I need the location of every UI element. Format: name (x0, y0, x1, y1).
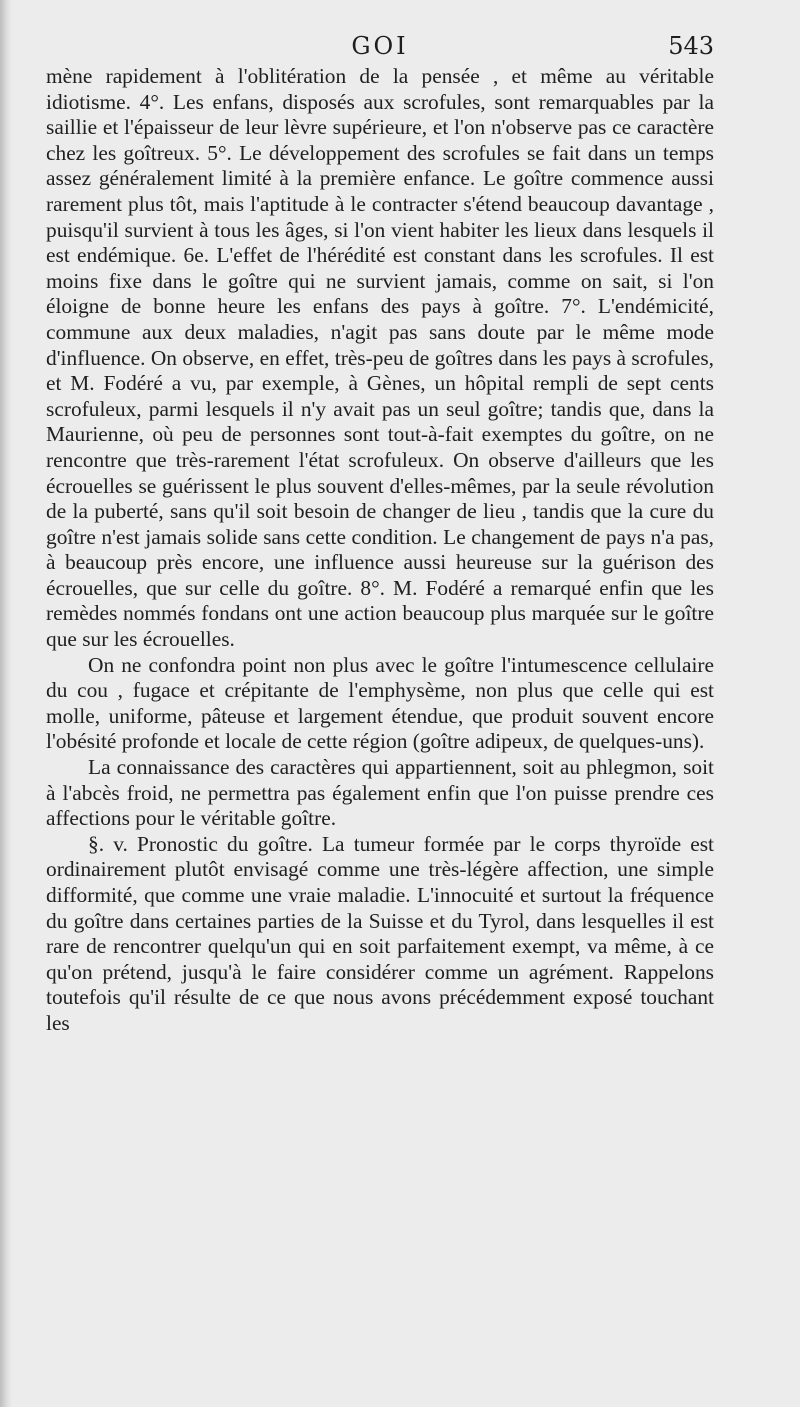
page-gutter-shadow (0, 0, 12, 1407)
page-header (46, 32, 714, 62)
paragraph-pronostic: §. v. Pronostic du goître. La tumeur formée par le corps thyroïde est ordinairement plutôt envisagé comme une très-légère affection, une simple difformité, que comme une vraie maladie. L'innocuité et surtout la fréquence du goître dans certaines parties de la Suisse et du Tyrol, dans lesquelles il est rare de rencontrer quelqu'un qui en soit parfaitement exempt, va même, à ce qu'on prétend, jusqu'à le faire considérer comme un agrément. Rappelons toutefois qu'il résulte de ce que nous avons précédemment exposé touchant les (46, 831, 714, 1035)
page-number: 543 (668, 32, 714, 60)
paragraph-continued: mène rapidement à l'oblitération de la pensée , et même au véritable idiotisme. 4°. Les enfans, disposés aux scrofules, sont remarquables par la saillie et l'épaisseur de leur lèvre supérieure, et l'on n'observe pas ce caractère chez les goîtreux. 5°. Le développement des scrofules se fait dans un temps assez généralement limité à la première enfance. Le goître commence aussi rarement plus tôt, mais l'aptitude à le contracter s'étend beaucoup davantage , puisqu'il survient à tous les âges, si l'on vient habiter les lieux dans lesquels il est endémique. 6e. L'effet de l'hérédité est constant dans les scrofules. Il est moins fixe dans le goître qui ne survient jamais, comme on sait, si l'on éloigne de bonne heure les enfans des pays à goître. 7°. L'endémicité, commune aux deux maladies, n'agit pas sans doute par le même mode d'influence. On observe, en effet, très-peu de goîtres dans les pays à scrofules, et M. Fodéré a vu, par exemple, à Gènes, un hôpital rempli de sept cents scrofuleux, parmi lesquels il n'y avait pas un seul goître; tandis que, dans la Maurienne, où peu de personnes sont tout-à-fait exemptes du goître, on ne rencontre que très-rarement l'état scrofuleux. On observe d'ailleurs que les écrouelles se guérissent le plus souvent d'elles-mêmes, par la seule révolution de la puberté, sans qu'il soit besoin de changer de lieu , tandis que la cure du goître n'est jamais solide sans cette condition. Le changement de pays n'a pas, à beaucoup près encore, une influence aussi heureuse sur la guérison des écrouelles, que sur celle du goître. 8°. M. Fodéré a remarqué enfin que les remèdes nommés fondans ont une action beaucoup plus marquée sur le goître que sur les écrouelles. (46, 64, 714, 652)
paragraph-phlegmon: La connaissance des caractères qui appartiennent, soit au phlegmon, soit à l'abcès froid, ne permettra pas également enfin que l'on puisse prendre ces affections pour le véritable goître. (46, 755, 714, 831)
paragraph-goitre-differential: On ne confondra point non plus avec le goître l'intumescence cellulaire du cou , fugace et crépitante de l'emphysème, non plus que celle qui est molle, uniforme, pâteuse et largement étendue, que produit souvent encore l'obésité profonde et locale de cette région (goître adipeux, de quelques-uns). (46, 652, 714, 754)
running-head: GOI (351, 32, 409, 60)
page-body (46, 64, 714, 1037)
